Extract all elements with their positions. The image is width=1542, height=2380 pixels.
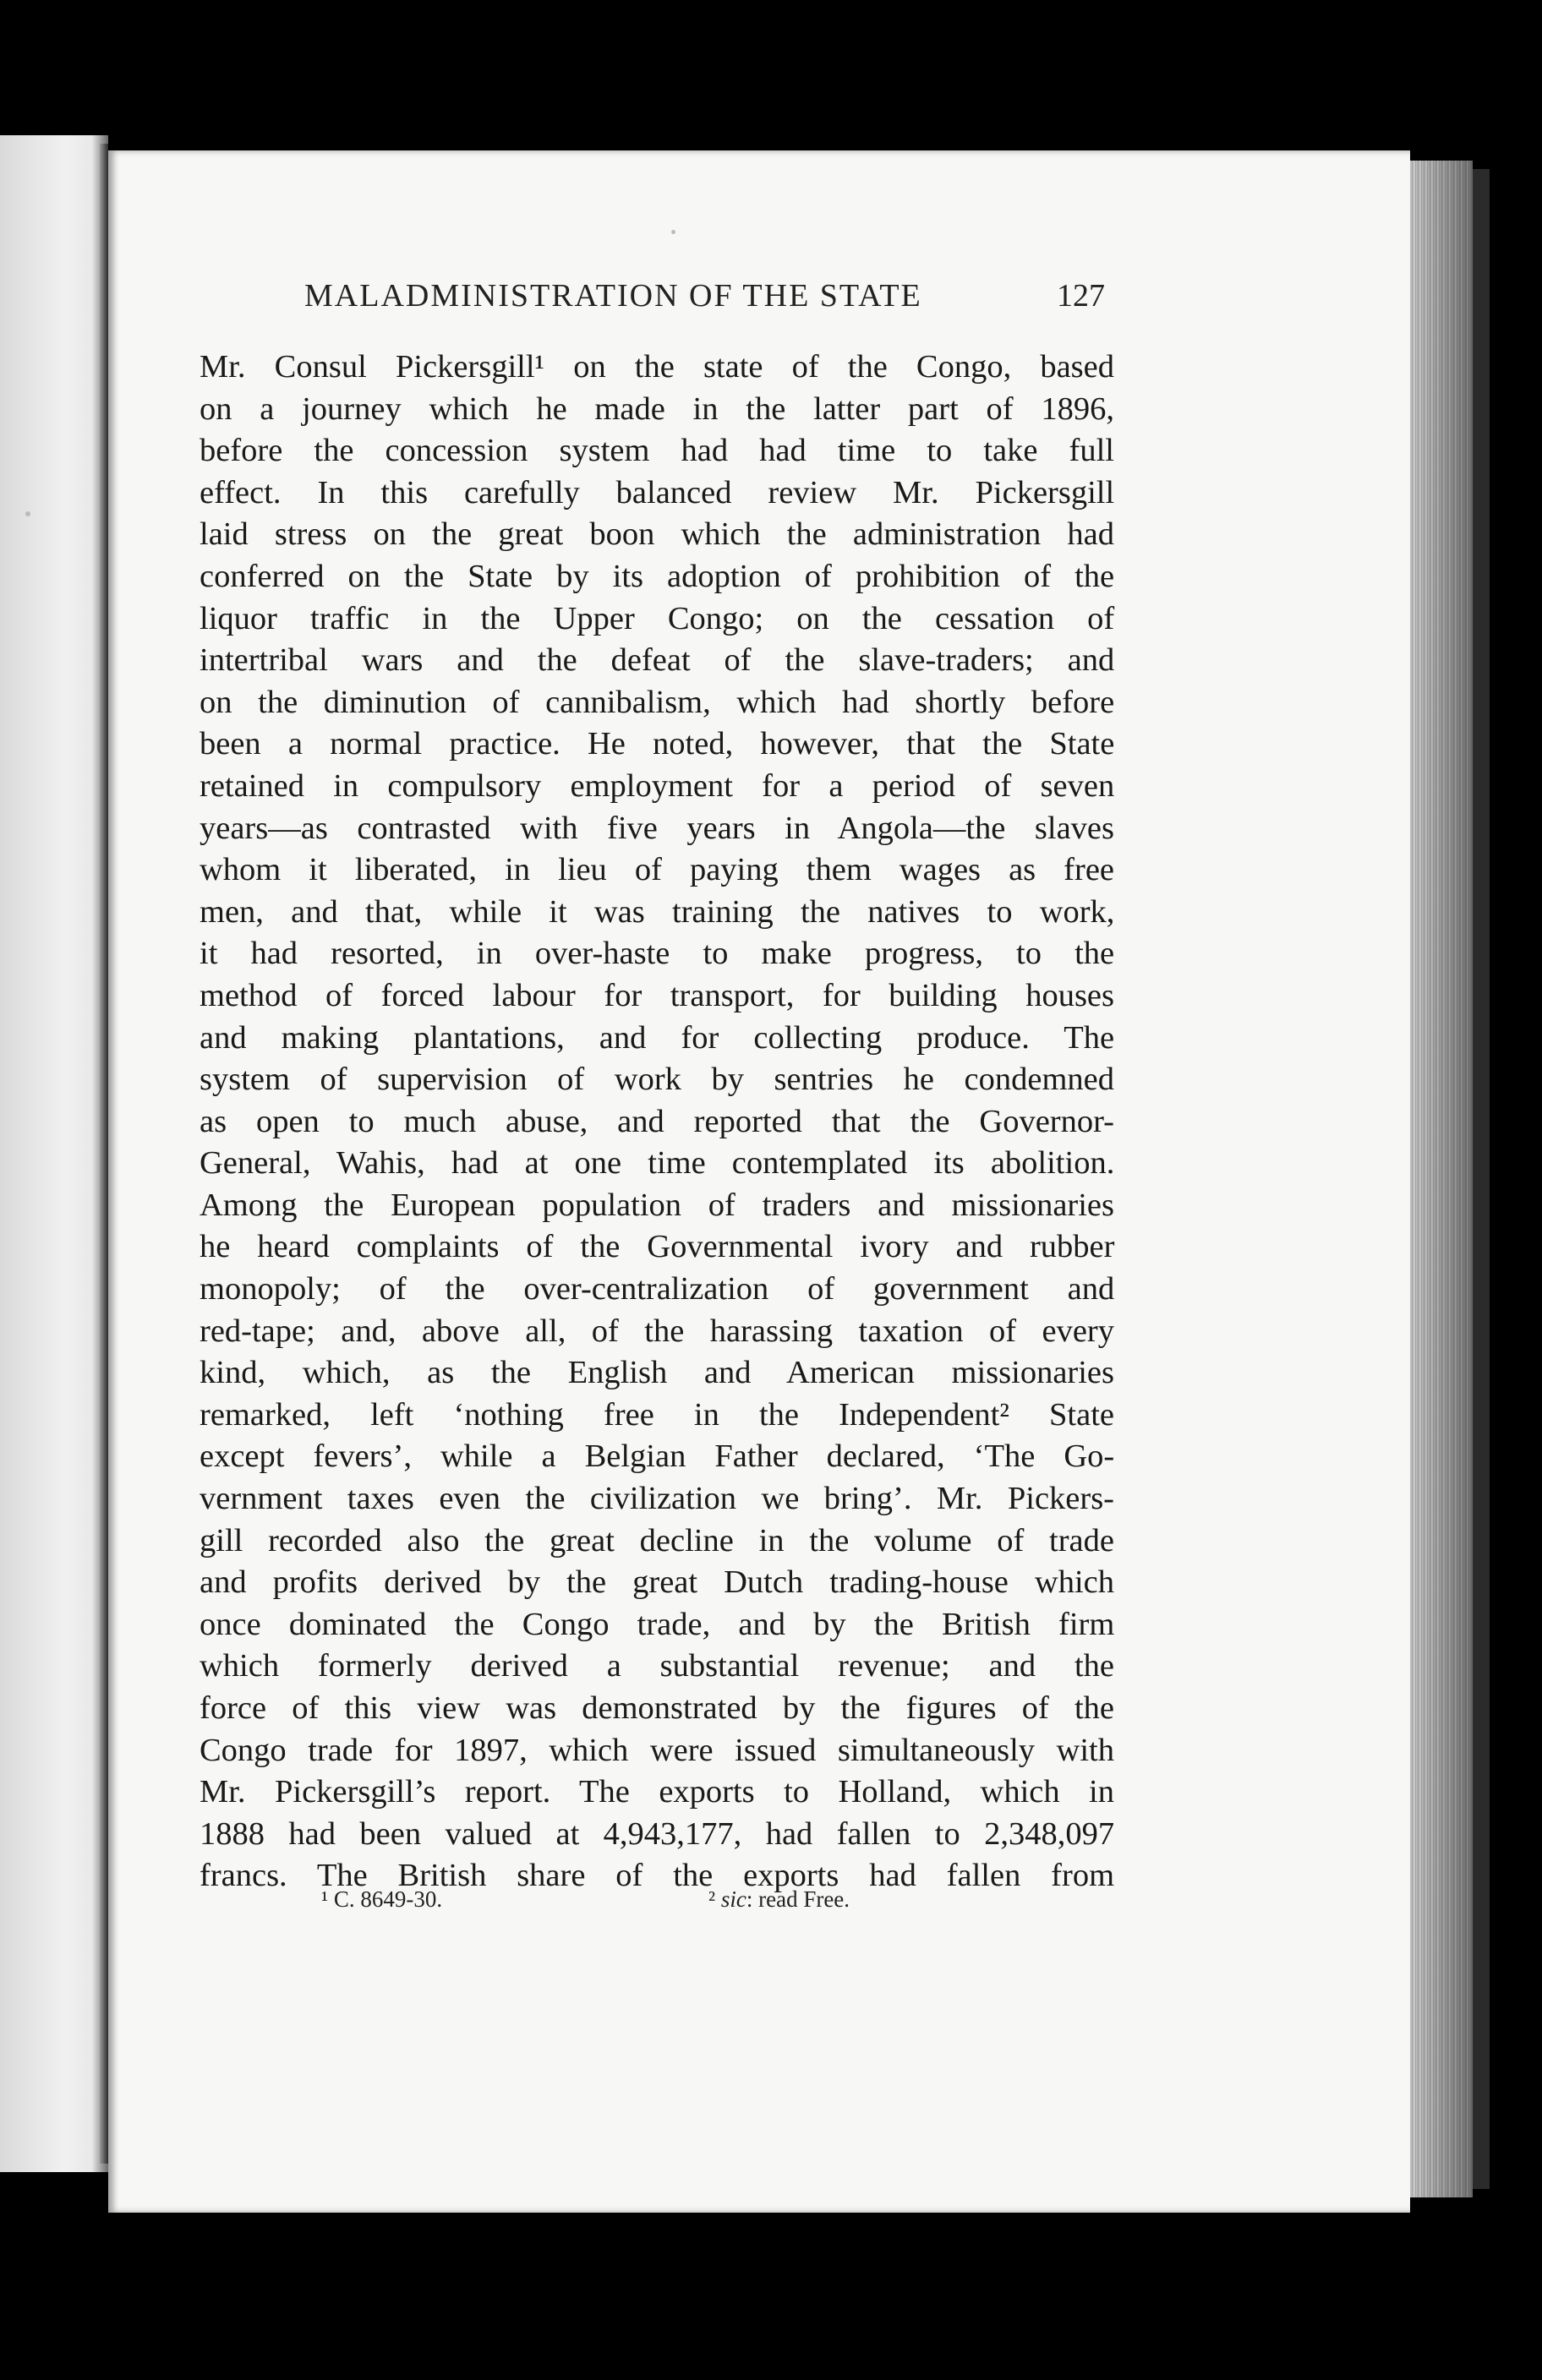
- text-line: and profits derived by the great Dutch trading-house which: [200, 1564, 1114, 1601]
- text-line: Congo trade for 1897, which were issued simultaneously with: [200, 1732, 1114, 1768]
- previous-page-edge: [0, 135, 108, 2172]
- body-text: [200, 347, 1114, 1897]
- text-line: red-tape; and, above all, of the harassing taxation of every: [200, 1313, 1114, 1349]
- text-line: liquor traffic in the Upper Congo; on the cessation of: [200, 600, 1115, 636]
- page-number: 127: [1057, 278, 1105, 314]
- text-line: except fevers’, while a Belgian Father declared, ‘The Go-: [200, 1438, 1115, 1475]
- text-line: men, and that, while it was training the natives to work,: [200, 893, 1115, 930]
- dust-speck: [25, 511, 30, 516]
- text-line: laid stress on the great boon which the administration had: [200, 516, 1114, 553]
- text-line: kind, which, as the English and American missionaries: [200, 1355, 1114, 1391]
- text-line: 1888 had been valued at 4,943,177, had fallen to 2,348,097: [200, 1815, 1115, 1852]
- text-line: system of supervision of work by sentries he condemned: [200, 1062, 1114, 1098]
- running-head: MALADMINISTRATION OF THE STATE: [304, 278, 922, 314]
- text-line: it had resorted, in over-haste to make progress, to the: [200, 936, 1115, 972]
- text-line: which formerly derived a substantial revenue; and the: [200, 1648, 1114, 1684]
- page-stack-shade: [1410, 161, 1473, 2197]
- footnote-2-sic: sic: [720, 1886, 746, 1912]
- text-line: method of forced labour for transport, for building houses: [200, 977, 1114, 1013]
- text-line: years—as contrasted with five years in Angola—the slaves: [200, 810, 1114, 846]
- text-line: retained in compulsory employment for a period of seven: [200, 767, 1115, 804]
- text-line: Mr. Consul Pickersgill¹ on the state of the Congo, based: [200, 349, 1114, 385]
- text-line: francs. The British share of the exports had fallen from: [200, 1858, 1115, 1894]
- cover-edge: [1473, 169, 1490, 2189]
- text-line: monopoly; of the over-centralization of government and: [200, 1271, 1115, 1307]
- text-line: force of this view was demonstrated by the figures of the: [200, 1690, 1114, 1726]
- text-line: Among the European population of traders and missionaries: [200, 1187, 1114, 1223]
- text-line: and making plantations, and for collecting produce. The: [200, 1019, 1115, 1056]
- text-line: vernment taxes even the civilization we bring’. Mr. Pickers-: [200, 1481, 1114, 1517]
- footnote-2-text: : read Free.: [746, 1886, 850, 1912]
- text-line: on the diminution of cannibalism, which had shortly before: [200, 684, 1115, 720]
- text-line: remarked, left ‘nothing free in the Independent² State: [200, 1396, 1114, 1433]
- footnote-2-mark: ²: [708, 1886, 721, 1912]
- text-line: gill recorded also the great decline in the volume of trade: [200, 1522, 1114, 1558]
- text-line: as open to much abuse, and reported that the Governor-: [200, 1103, 1114, 1139]
- footnote-2: [708, 1886, 850, 1913]
- text-line: conferred on the State by its adoption of prohibition of the: [200, 558, 1115, 594]
- text-line: been a normal practice. He noted, however, that the State: [200, 726, 1115, 762]
- book-gutter: [100, 144, 108, 2164]
- text-line: whom it liberated, in lieu of paying them wages as free: [200, 852, 1114, 888]
- text-line: on a journey which he made in the latter part of 1896,: [200, 390, 1114, 427]
- text-line: effect. In this carefully balanced review Mr. Pickersgill: [200, 474, 1115, 510]
- text-line: before the concession system had had time to take full: [200, 433, 1114, 469]
- text-line: General, Wahis, had at one time contemplated its abolition.: [200, 1145, 1115, 1182]
- text-line: intertribal wars and the defeat of the slave-traders; and: [200, 642, 1115, 679]
- text-line: he heard complaints of the Governmental ivory and rubber: [200, 1229, 1115, 1265]
- dust-speck: [671, 230, 675, 234]
- text-line: once dominated the Congo trade, and by the British firm: [200, 1606, 1115, 1642]
- footnote-1: ¹ C. 8649-30.: [321, 1886, 443, 1912]
- text-line: Mr. Pickersgill’s report. The exports to Holland, which in: [200, 1774, 1114, 1810]
